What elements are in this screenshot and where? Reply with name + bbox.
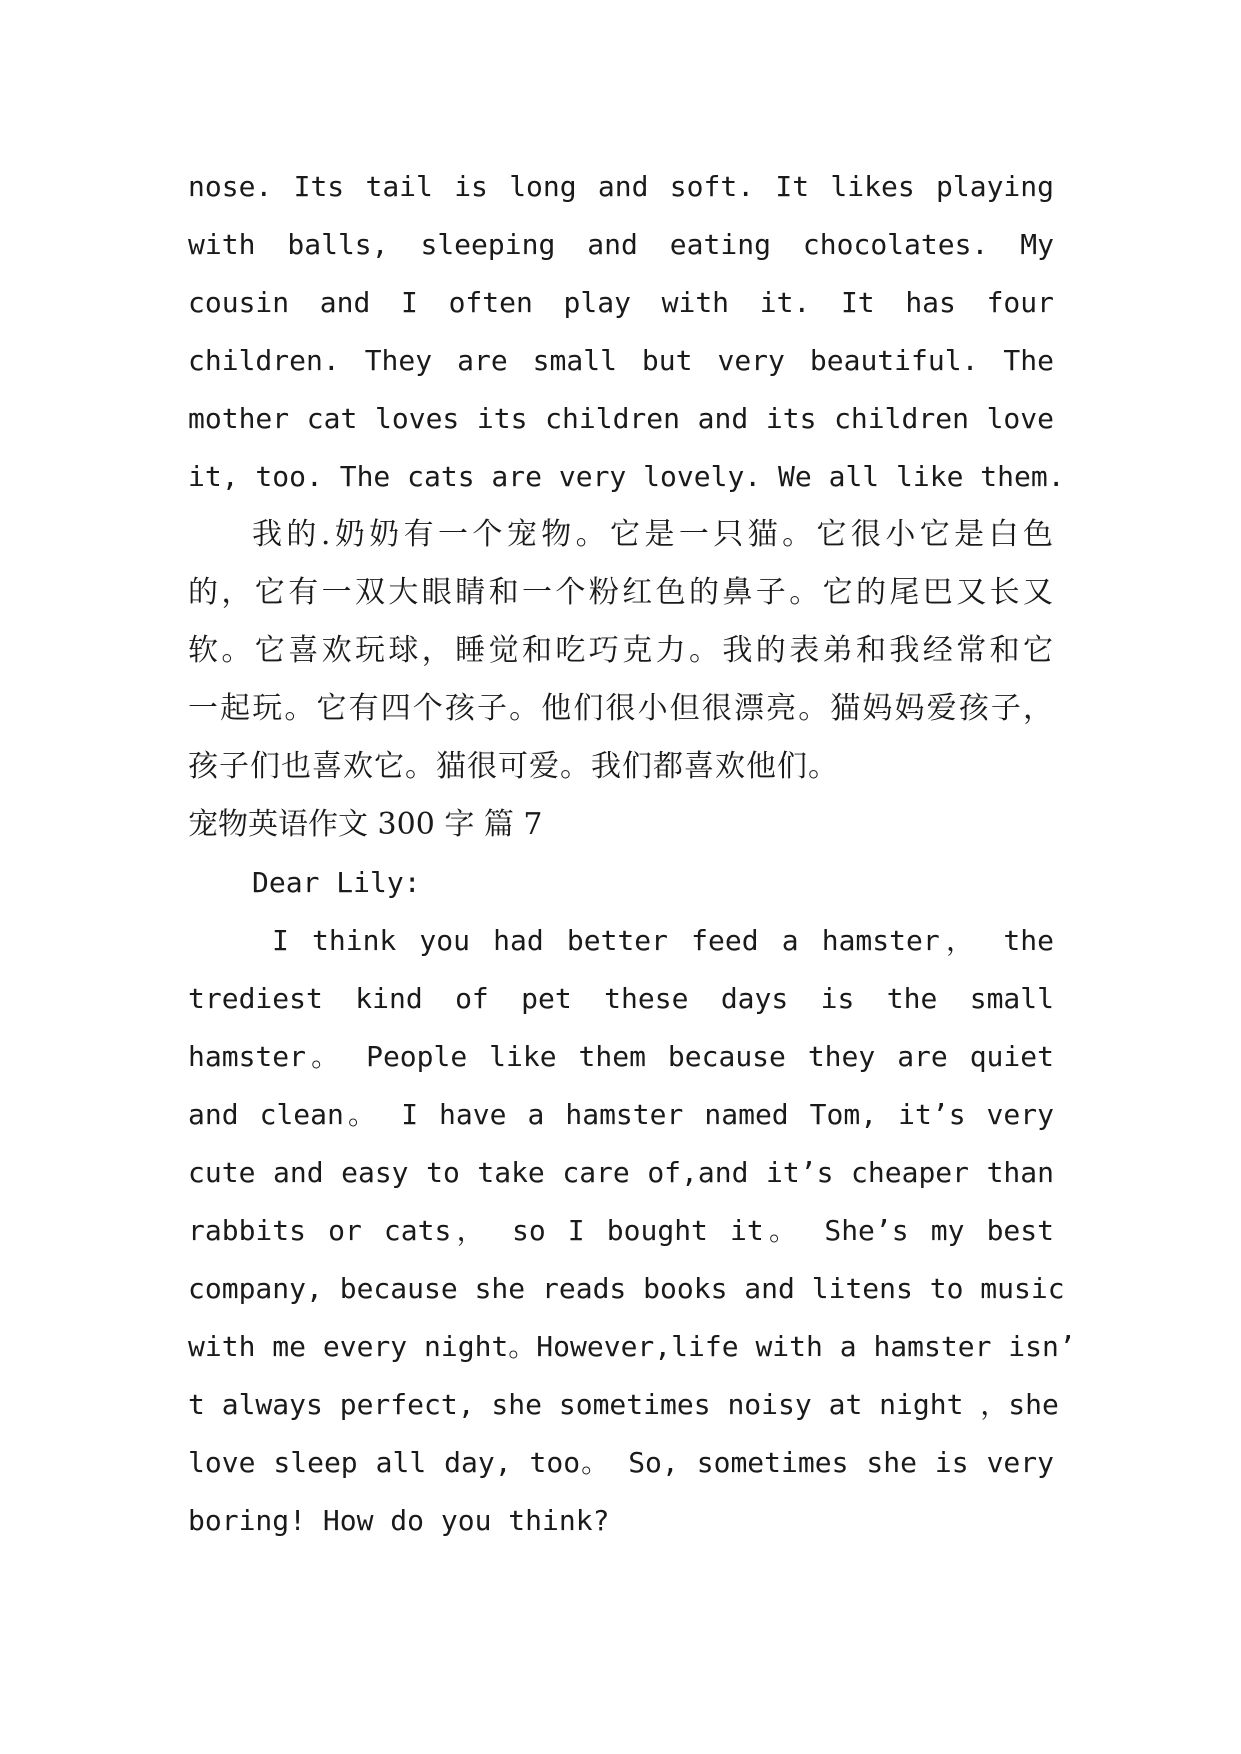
letter-greeting: Dear Lily: bbox=[252, 866, 421, 899]
text-line: 一起玩。它有四个孩子。他们很小但很漂亮。猫妈妈爱孩子， bbox=[188, 691, 1054, 726]
text-line: 我的.奶奶有一个宠物。它是一只猫。它很小它是白色 bbox=[252, 517, 1054, 552]
text-line: and clean。 I have a hamster named Tom, it’s very bbox=[188, 1098, 1054, 1131]
text-line: love sleep all day, too。 So, sometimes she is very bbox=[188, 1446, 1054, 1479]
text-line: mother cat loves its children and its children love bbox=[188, 402, 1054, 435]
paragraph-chinese-cat bbox=[188, 506, 1054, 796]
text-line: boring! How do you think? bbox=[188, 1504, 610, 1537]
text-line: 孩子们也喜欢它。猫很可爱。我们都喜欢他们。 bbox=[188, 749, 839, 784]
text-line: cute and easy to take care of,and it’s cheaper than bbox=[188, 1156, 1054, 1189]
text-line: company, because she reads books and litens to music bbox=[188, 1272, 1065, 1305]
text-line: with me every night。However,life with a hamster isn’ bbox=[188, 1330, 1076, 1363]
text-line: trediest kind of pet these days is the small bbox=[188, 982, 1054, 1015]
document-page bbox=[188, 158, 1076, 1550]
text-line: with balls, sleeping and eating chocolates. My bbox=[188, 228, 1054, 261]
text-line: rabbits or cats， so I bought it。 She’s my best bbox=[188, 1214, 1054, 1247]
text-line: cousin and I often play with it. It has four bbox=[188, 286, 1054, 319]
paragraph-english-hamster bbox=[188, 912, 1076, 1550]
text-line: nose. Its tail is long and soft. It likes playing bbox=[188, 170, 1054, 203]
paragraph-english-cat bbox=[188, 158, 1065, 506]
section-heading: 宠物英语作文 300 字 篇 7 bbox=[188, 807, 543, 842]
text-line: it, too. The cats are very lovely. We all like them. bbox=[188, 460, 1065, 493]
text-line: hamster。 People like them because they are quiet bbox=[188, 1040, 1054, 1073]
text-line: I think you had better feed a hamster， the bbox=[272, 924, 1054, 957]
text-line: t always perfect, she sometimes noisy at night ，she bbox=[188, 1388, 1059, 1421]
text-line: 的，它有一双大眼睛和一个粉红色的鼻子。它的尾巴又长又 bbox=[188, 575, 1054, 610]
text-line: children. They are small but very beautiful. The bbox=[188, 344, 1054, 377]
text-line: 软。它喜欢玩球，睡觉和吃巧克力。我的表弟和我经常和它 bbox=[188, 633, 1054, 668]
